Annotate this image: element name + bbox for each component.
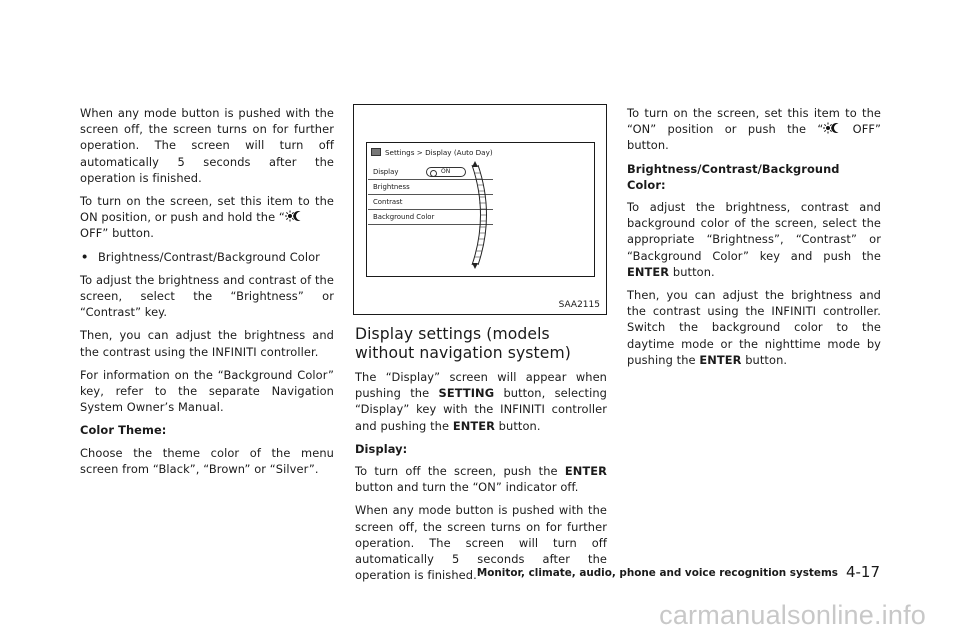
subheading-brightness-contrast: Brightness/Contrast/Background Color: <box>627 161 840 192</box>
text-run: To turn off the screen, push the <box>355 464 565 479</box>
bullet-text: Brightness/Contrast/Background Color <box>98 249 320 264</box>
page-number: 4-17 <box>845 563 880 581</box>
text-run: OFF” button. <box>80 226 154 241</box>
setting-button-label: SETTING <box>438 386 495 401</box>
paragraph: To adjust the brightness and contrast of the screen, select the “Brightness” or “Contrast” key. <box>80 272 334 320</box>
menu-row-label: Contrast <box>373 198 403 206</box>
text-run: button, selecting “Display” key with the INFINITI controller and pushing the <box>355 386 607 433</box>
text-run: To adjust the brightness, contrast and background color of the screen, select the appropriate “Brightness”, “Contrast” or “Background Color” key and push the <box>627 200 881 263</box>
paragraph <box>627 199 881 280</box>
toggle-label: ON <box>441 168 451 175</box>
toggle-knob-icon <box>430 170 437 177</box>
display-screen-illustration <box>366 142 595 277</box>
text-run: button. <box>494 418 541 433</box>
text-run: button. <box>741 352 788 367</box>
text-run: OFF” button. <box>627 122 881 153</box>
footer-section-title: Monitor, climate, audio, phone and voice recognition systems <box>476 567 838 579</box>
bullet-item <box>80 249 334 265</box>
text-run: button. <box>669 264 715 279</box>
sun-moon-icon <box>823 122 841 134</box>
text-run: button and turn the “ON” indicator off. <box>355 480 579 495</box>
paragraph <box>355 369 607 434</box>
text-run: To turn on the screen, set this item to the ON position, or push and hold the “ <box>80 194 334 225</box>
figure-display-settings <box>353 104 607 315</box>
figure-id: SAA2115 <box>558 300 600 310</box>
sun-moon-icon <box>285 210 303 222</box>
paragraph <box>355 463 607 495</box>
settings-icon <box>371 148 381 156</box>
paragraph <box>627 287 881 368</box>
enter-button-label: ENTER <box>564 464 607 479</box>
menu-row-label: Background Color <box>373 213 435 221</box>
enter-button-label: ENTER <box>699 352 742 367</box>
paragraph: When any mode button is pushed with the screen off, the screen turns on for further operation. The screen will turn off automatically 5 seconds after the operation is finished. <box>355 503 607 583</box>
paragraph: When any mode button is pushed with the screen off, the screen turns on for further operation. The screen will turn off automatically 5 seconds after the operation is finished. <box>80 106 334 185</box>
text-run: The “Display” screen will appear when pushing the <box>355 370 607 401</box>
paragraph <box>80 193 334 242</box>
section-heading: Display settings (models without navigation system) <box>355 325 571 362</box>
watermark: carmanualsonline.info <box>659 600 926 630</box>
column-left <box>80 105 334 484</box>
paragraph <box>627 105 881 154</box>
adjustment-scale-icon <box>469 161 496 269</box>
paragraph: Then, you can adjust the brightness and the contrast using the INFINITI controller. <box>80 328 334 359</box>
menu-row-label: Brightness <box>373 183 410 191</box>
paragraph: Choose the theme color of the menu screen from “Black”, “Brown” or “Silver”. <box>80 445 334 476</box>
column-right <box>627 105 881 375</box>
on-toggle <box>426 167 466 177</box>
text-run: To turn on the screen, set this item to the “ON” position or push the “ <box>627 106 881 137</box>
paragraph: For information on the “Background Color” key, refer to the separate Navigation System Owner’s Manual. <box>80 367 334 415</box>
screen-title-row <box>371 147 493 159</box>
screen-title: Settings > Display (Auto Day) <box>385 148 493 157</box>
subheading-display: Display: <box>355 441 408 456</box>
text-run: Then, you can adjust the brightness and the contrast using the INFINITI controller. Switch the background color to the daytime mode or the nighttime mode by pushing the <box>627 288 881 367</box>
page-footer <box>0 563 880 582</box>
menu-row-label: Display <box>373 168 399 176</box>
enter-button-label: ENTER <box>627 264 670 279</box>
column-middle <box>355 325 607 590</box>
enter-button-label: ENTER <box>452 418 495 433</box>
subheading-color-theme: Color Theme: <box>80 423 167 438</box>
bullet-dot-icon: • <box>81 249 89 264</box>
